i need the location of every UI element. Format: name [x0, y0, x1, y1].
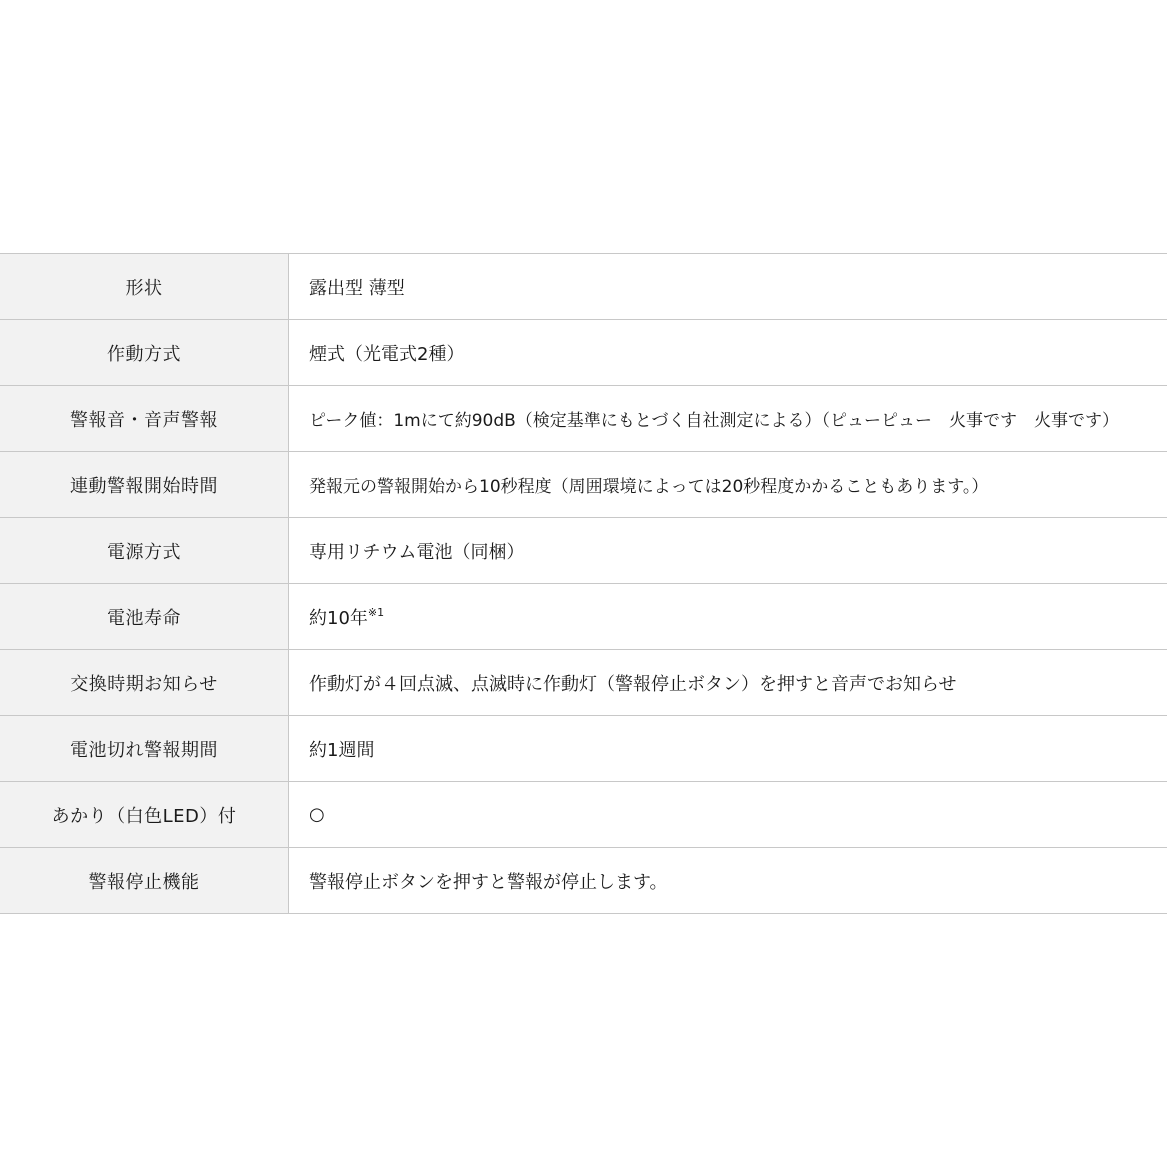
spec-value-text: 約1週間 [309, 739, 375, 761]
spec-value [289, 584, 1167, 649]
spec-value-text: 約10年 [309, 607, 368, 629]
spec-row-led-light [0, 782, 1167, 848]
footnote-mark: ※1 [367, 606, 385, 619]
spec-label: 連動警報開始時間 [0, 452, 289, 517]
spec-label: あかり（白色LED）付 [0, 782, 289, 847]
spec-value [289, 254, 1167, 319]
spec-label: 形状 [0, 254, 289, 319]
spec-value-text: 作動灯が４回点滅、点滅時に作動灯（警報停止ボタン）を押すと音声でお知らせ [309, 673, 957, 695]
spec-value [289, 848, 1167, 913]
spec-value [289, 782, 1167, 847]
spec-value [289, 650, 1167, 715]
spec-row-alarm-sound [0, 386, 1167, 452]
spec-label: 作動方式 [0, 320, 289, 385]
spec-row-alarm-stop [0, 848, 1167, 914]
spec-label: 警報停止機能 [0, 848, 289, 913]
spec-value [289, 386, 1167, 451]
spec-value [289, 452, 1167, 517]
spec-value [289, 716, 1167, 781]
spec-value-text: 煙式（光電式2種） [309, 343, 465, 365]
spec-value-text: 発報元の警報開始から10秒程度（周囲環境によっては20秒程度かかることもあります。） [309, 477, 989, 497]
spec-label: 警報音・音声警報 [0, 386, 289, 451]
spec-label: 電池寿命 [0, 584, 289, 649]
spec-value-text: ○ [309, 804, 325, 825]
spec-value [289, 320, 1167, 385]
spec-value-text: 警報停止ボタンを押すと警報が停止します。 [309, 871, 668, 893]
spec-value [289, 518, 1167, 583]
spec-label: 交換時期お知らせ [0, 650, 289, 715]
spec-label: 電源方式 [0, 518, 289, 583]
spec-value-text: ピーク値：1mにて約90dB（検定基準にもとづく自社測定による）（ピューピュー 火事です 火事です） [309, 411, 1119, 431]
spec-value-text: 露出型 薄型 [309, 277, 405, 299]
spec-row-battery-life [0, 584, 1167, 650]
spec-value-text: 専用リチウム電池（同梱） [309, 541, 525, 563]
spec-row-linked-alarm-time [0, 452, 1167, 518]
spec-row-shape [0, 254, 1167, 320]
spec-row-power-source [0, 518, 1167, 584]
spec-table [0, 253, 1167, 914]
spec-row-dead-battery-alarm [0, 716, 1167, 782]
spec-row-replacement-notice [0, 650, 1167, 716]
spec-label: 電池切れ警報期間 [0, 716, 289, 781]
spec-row-operation-method [0, 320, 1167, 386]
